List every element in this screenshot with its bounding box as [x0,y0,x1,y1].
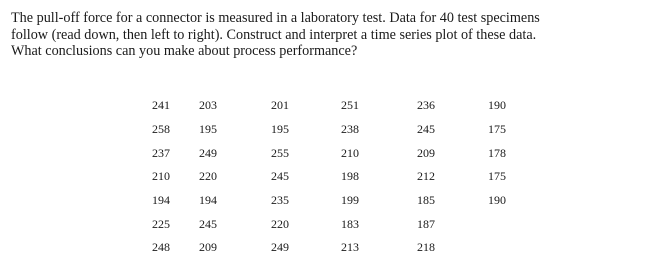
table-cell: 194 [152,193,170,208]
table-row [152,118,518,142]
table-cell: 245 [271,169,289,184]
table-cell: 183 [341,216,359,231]
table-cell: 185 [417,193,435,208]
problem-line: What conclusions can you make about process performance? [11,43,358,60]
table-cell: 194 [199,193,217,208]
table-cell: 203 [199,98,217,113]
table-cell: 210 [152,169,170,184]
table-row [152,212,518,236]
table-row [152,236,518,260]
table-cell: 225 [152,216,170,231]
table-cell: 201 [271,98,289,113]
table-cell: 235 [271,193,289,208]
table-cell: 213 [341,240,359,255]
table-cell: 251 [341,98,359,113]
table-cell: 190 [488,193,506,208]
table-cell: 209 [199,240,217,255]
table-cell: 249 [271,240,289,255]
table-row [152,189,518,213]
table-cell: 220 [199,169,217,184]
table-cell: 241 [152,98,170,113]
problem-statement [11,10,641,60]
table-cell: 195 [271,122,289,137]
problem-line: The pull-off force for a connector is measured in a laboratory test. Data for 40 test specimens [11,10,540,26]
table-cell: 255 [271,145,289,160]
table-row [152,141,518,165]
table-cell: 210 [341,145,359,160]
table-cell: 212 [417,169,435,184]
table-cell: 236 [417,98,435,113]
table-cell: 175 [488,122,506,137]
table-cell: 237 [152,145,170,160]
pull-off-force-data-table [152,94,518,260]
table-cell: 187 [417,216,435,231]
table-row [152,94,518,118]
table-cell: 198 [341,169,359,184]
table-cell: 245 [199,216,217,231]
table-cell: 220 [271,216,289,231]
table-cell [488,212,518,236]
problem-line: follow (read down, then left to right). Construct and interpret a time series plot of these data. [11,26,537,43]
table-cell: 199 [341,193,359,208]
table-row [152,165,518,189]
table-cell: 258 [152,122,170,137]
table-cell: 195 [199,122,217,137]
table-cell: 248 [152,240,170,255]
table-cell: 178 [488,145,506,160]
table-cell [488,236,518,260]
table-cell: 249 [199,145,217,160]
table-cell: 209 [417,145,435,160]
table-cell: 175 [488,169,506,184]
table-cell: 218 [417,240,435,255]
table-cell: 245 [417,122,435,137]
table-cell: 238 [341,122,359,137]
table-cell: 190 [488,98,506,113]
